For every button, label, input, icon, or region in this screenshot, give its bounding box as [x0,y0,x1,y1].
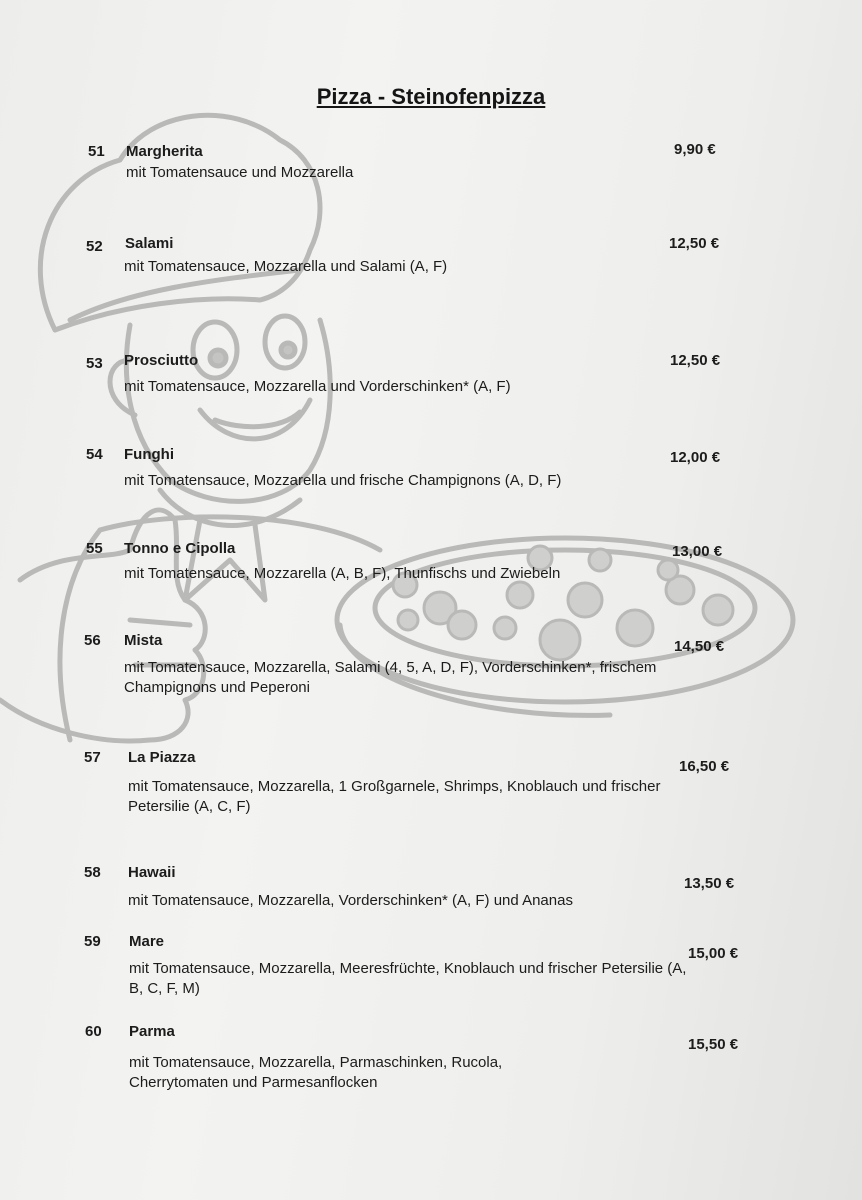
item-price: 12,00 € [670,449,721,466]
item-name: Prosciutto [124,352,199,369]
item-description: mit Tomatensauce und Mozzarella [126,164,354,181]
item-name: Margherita [126,143,203,160]
item-price: 16,50 € [679,758,730,775]
item-description: mit Tomatensauce, Mozzarella, Salami (4, 5, A, D, F), Vorderschinken*, frischem Champignons und Peperoni [124,659,657,696]
item-name: Mare [129,933,165,950]
item-price: 9,90 € [674,141,716,158]
item-number: 57 [84,749,101,766]
item-description: mit Tomatensauce, Mozzarella, 1 Großgarnele, Shrimps, Knoblauch und frischer Petersilie (A, C, F) [128,778,661,815]
item-description: mit Tomatensauce, Mozzarella, Meeresfrüchte, Knoblauch und frischer Petersilie (A, B, C, F, M) [129,960,687,997]
item-number: 58 [84,864,101,881]
item-price: 12,50 € [669,235,720,252]
item-description: mit Tomatensauce, Mozzarella und frische Champignons (A, D, F) [124,472,562,489]
item-number: 53 [86,355,103,372]
item-price: 15,00 € [688,945,739,962]
item-price: 13,50 € [684,875,735,892]
item-name: Mista [124,632,163,649]
item-description: mit Tomatensauce, Mozzarella, Vorderschinken* (A, F) und Ananas [128,892,573,909]
item-price: 12,50 € [670,352,721,369]
item-price: 15,50 € [688,1036,739,1053]
item-name: Salami [125,235,174,252]
item-name: Hawaii [128,864,176,881]
item-name: Funghi [124,446,174,463]
menu-title: Pizza - Steinofenpizza [316,84,546,109]
item-number: 56 [84,632,101,649]
item-number: 60 [85,1023,102,1040]
item-number: 59 [84,933,101,950]
item-name: Tonno e Cipolla [124,540,236,557]
item-price: 14,50 € [674,638,725,655]
item-number: 54 [86,446,103,463]
item-name: Parma [129,1023,175,1040]
item-number: 55 [86,540,103,557]
item-description: mit Tomatensauce, Mozzarella und Salami (A, F) [124,258,448,275]
item-description: mit Tomatensauce, Mozzarella (A, B, F), Thunfischs und Zwiebeln [124,565,561,582]
item-name: La Piazza [128,749,196,766]
item-number: 51 [88,143,105,160]
item-description: mit Tomatensauce, Mozzarella, Parmaschinken, Rucola, Cherrytomaten und Parmesanflocken [129,1054,503,1091]
item-description: mit Tomatensauce, Mozzarella und Vorderschinken* (A, F) [124,378,511,395]
item-number: 52 [86,238,103,255]
item-price: 13,00 € [672,543,723,560]
